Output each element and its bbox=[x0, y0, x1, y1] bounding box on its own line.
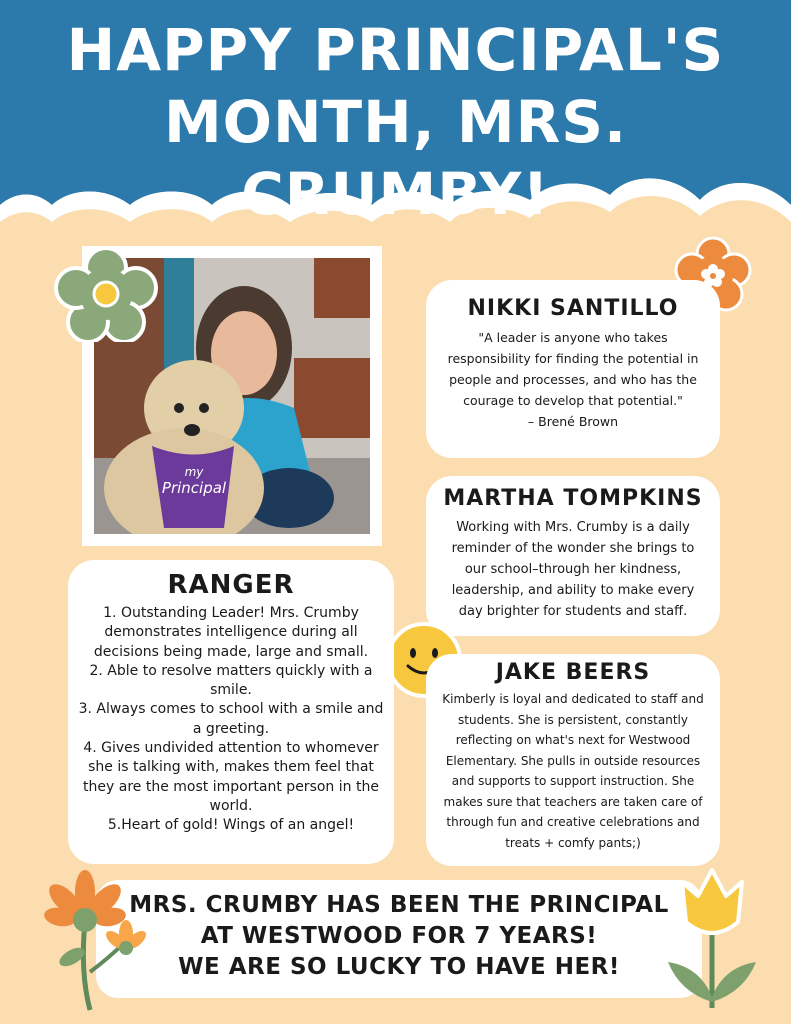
card-heading: JAKE BEERS bbox=[495, 660, 651, 685]
card-heading: NIKKI SANTILLO bbox=[467, 296, 679, 321]
footer-line-1: MRS. CRUMBY HAS BEEN THE PRINCIPAL bbox=[129, 892, 669, 918]
card-text: Kimberly is loyal and dedicated to staff and students. She is persistent, constantly reflecting on what's next for Westwood Elementary. She pulls in outside resources and supports to support instruction. She makes sure that teachers are taken care of through fun and creative celebrations and treats + comfy pants;) bbox=[442, 692, 704, 850]
card-nikki-santillo bbox=[426, 280, 720, 458]
ranger-list bbox=[78, 604, 384, 836]
footer-message-card bbox=[96, 880, 702, 998]
card-heading: MARTHA TOMPKINS bbox=[443, 486, 703, 511]
bandana-line-2: Principal bbox=[161, 479, 227, 497]
list-item: 1. Outstanding Leader! Mrs. Crumby demonstrates intelligence during all decisions being made, large and small. bbox=[93, 605, 369, 660]
card-martha-tompkins bbox=[426, 476, 720, 636]
list-item: 2. Able to resolve matters quickly with a smile. bbox=[89, 662, 373, 699]
quote-attribution: – Brené Brown bbox=[527, 414, 619, 429]
footer-line-2: AT WESTWOOD FOR 7 YEARS! bbox=[200, 923, 598, 949]
card-jake-beers bbox=[426, 654, 720, 866]
list-item: 5.Heart of gold! Wings of an angel! bbox=[107, 817, 355, 834]
bandana-text bbox=[154, 464, 234, 496]
orange-flowers-icon bbox=[40, 862, 150, 1012]
page-title-line-1: HAPPY PRINCIPAL'S bbox=[66, 16, 725, 84]
page-title bbox=[0, 14, 791, 230]
list-item: 3. Always comes to school with a smile and a greeting. bbox=[78, 701, 384, 737]
yellow-tulip-icon bbox=[660, 862, 764, 1012]
card-ranger bbox=[68, 560, 394, 864]
card-heading: RANGER bbox=[167, 570, 295, 600]
header-banner bbox=[0, 0, 791, 245]
list-item: 4. Gives undivided attention to whomever she is talking with, makes them feel that they are the most important person in the world. bbox=[83, 740, 379, 814]
footer-line-3: WE ARE SO LUCKY TO HAVE HER! bbox=[178, 954, 620, 980]
green-flower-icon bbox=[54, 246, 158, 342]
card-text: Working with Mrs. Crumby is a daily reminder of the wonder she brings to our school–through her kindness, leadership, and ability to make every day brighter for students and staff. bbox=[451, 520, 695, 619]
quote-text: "A leader is anyone who takes responsibility for finding the potential in people and processes, and who has the courage to develop that potential." bbox=[447, 330, 699, 408]
page-title-line-2: MONTH, MRS. CRUMBY! bbox=[163, 88, 628, 228]
bandana-line-1: my bbox=[184, 465, 204, 479]
